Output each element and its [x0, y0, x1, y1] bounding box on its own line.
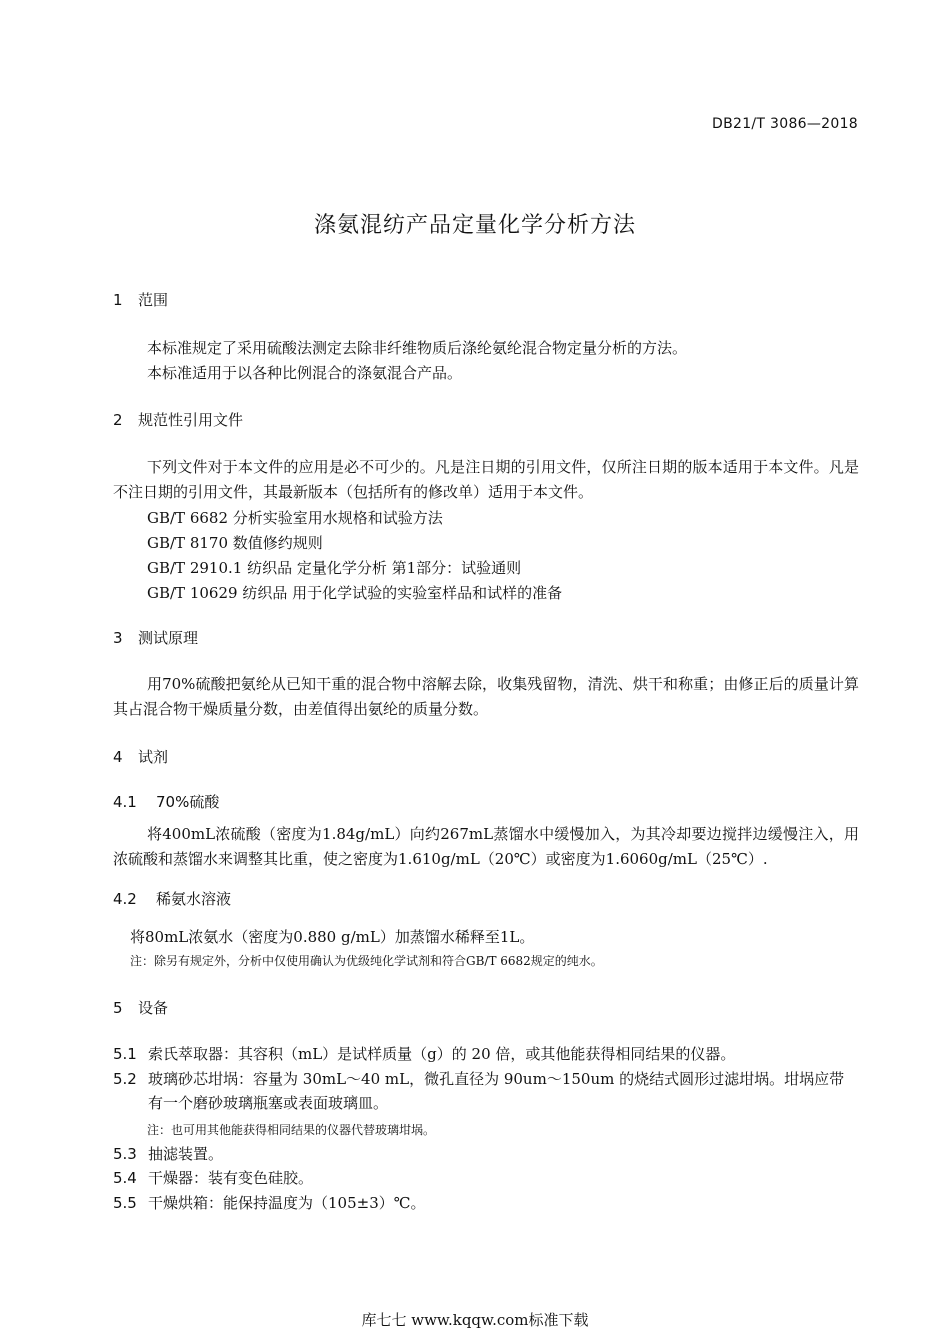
- item-number: 5.3: [113, 1145, 137, 1163]
- section-number: 5: [113, 999, 123, 1017]
- subsection-title: 70%硫酸: [156, 793, 220, 811]
- section-number: 2: [113, 411, 123, 429]
- note: 注：除另有规定外，分析中仅使用确认为优级纯化学试剂和符合GB/T 6682规定的纯水。: [130, 954, 603, 968]
- item-text: 索氏萃取器：其容积（mL）是试样质量（g）的 20 倍，或其他能获得相同结果的仪器。: [148, 1045, 736, 1063]
- reference-item: GB/T 8170 数值修约规则: [147, 534, 323, 552]
- document-number: DB21/T 3086—2018: [712, 116, 858, 132]
- subsection-title: 稀氨水溶液: [156, 890, 232, 908]
- section-2-intro: 下列文件对于本文件的应用是必不可少的。凡是注日期的引用文件，仅所注日期的版本适用于本文件。凡是不注日期的引用文件，其最新版本（包括所有的修改单）适用于本文件。: [113, 458, 859, 501]
- item-text: 干燥烘箱：能保持温度为（105±3）℃。: [148, 1194, 426, 1212]
- reference-item: GB/T 10629 纺织品 用于化学试验的实验室样品和试样的准备: [147, 584, 563, 602]
- equipment-item: [113, 1067, 859, 1115]
- equipment-item: [113, 1142, 859, 1166]
- section-4-heading: [113, 746, 168, 767]
- reference-item: GB/T 6682 分析实验室用水规格和试验方法: [147, 509, 443, 527]
- section-3-heading: [113, 627, 198, 648]
- item-text: 干燥器：装有变色硅胶。: [148, 1169, 314, 1187]
- section-1-paragraph-1: 本标准规定了采用硫酸法测定去除非纤维物质后涤纶氨纶混合物定量分析的方法。: [147, 339, 688, 357]
- item-text: 抽滤装置。: [148, 1145, 224, 1163]
- section-title: 设备: [138, 999, 169, 1017]
- subsection-4-1-heading: [113, 791, 219, 812]
- footer-watermark: 库七七 www.kqqw.com标准下载: [361, 1311, 589, 1329]
- item-number: 5.2: [113, 1070, 137, 1088]
- equipment-item: [113, 1042, 859, 1066]
- subsection-number: 4.2: [113, 890, 137, 908]
- subsection-4-2-text: 将80mL浓氨水（密度为0.880 g/mL）加蒸馏水稀释至1L。: [130, 928, 535, 946]
- equipment-item: [113, 1166, 859, 1190]
- section-title: 范围: [138, 291, 169, 309]
- section-5-heading: [113, 997, 168, 1018]
- section-number: 1: [113, 291, 123, 309]
- note: 注：也可用其他能获得相同结果的仪器代替玻璃坩埚。: [147, 1123, 436, 1137]
- equipment-item: [113, 1191, 859, 1215]
- section-1-paragraph-2: 本标准适用于以各种比例混合的涤氨混合产品。: [147, 364, 463, 382]
- section-number: 4: [113, 748, 123, 766]
- item-number: 5.5: [113, 1194, 137, 1212]
- subsection-4-2-heading: [113, 888, 231, 909]
- item-number: 5.4: [113, 1169, 137, 1187]
- section-title: 测试原理: [138, 629, 199, 647]
- item-text: 玻璃砂芯坩埚：容量为 30mL～40 mL，微孔直径为 90um～150um 的烧结式圆形过滤坩埚。坩埚应带有一个磨砂玻璃瓶塞或表面玻璃皿。: [148, 1070, 845, 1112]
- subsection-number: 4.1: [113, 793, 137, 811]
- section-title: 试剂: [138, 748, 169, 766]
- section-3-paragraph: 用70%硫酸把氨纶从已知干重的混合物中溶解去除，收集残留物，清洗、烘干和称重；由修正后的质量计算其占混合物干燥质量分数，由差值得出氨纶的质量分数。: [113, 675, 859, 718]
- section-2-heading: [113, 409, 243, 430]
- item-number: 5.1: [113, 1045, 137, 1063]
- section-1-heading: [113, 289, 168, 310]
- document-title: 涤氨混纺产品定量化学分析方法: [313, 213, 636, 238]
- section-number: 3: [113, 629, 123, 647]
- reference-item: GB/T 2910.1 纺织品 定量化学分析 第1部分：试验通则: [147, 559, 522, 577]
- subsection-4-1-paragraph: 将400mL浓硫酸（密度为1.84g/mL）向约267mL蒸馏水中缓慢加入，为其冷却要边搅拌边缓慢注入，用浓硫酸和蒸馏水来调整其比重，使之密度为1.610g/mL（20℃）或密度为1.6060g/mL（25℃）.: [113, 825, 859, 868]
- section-title: 规范性引用文件: [138, 411, 244, 429]
